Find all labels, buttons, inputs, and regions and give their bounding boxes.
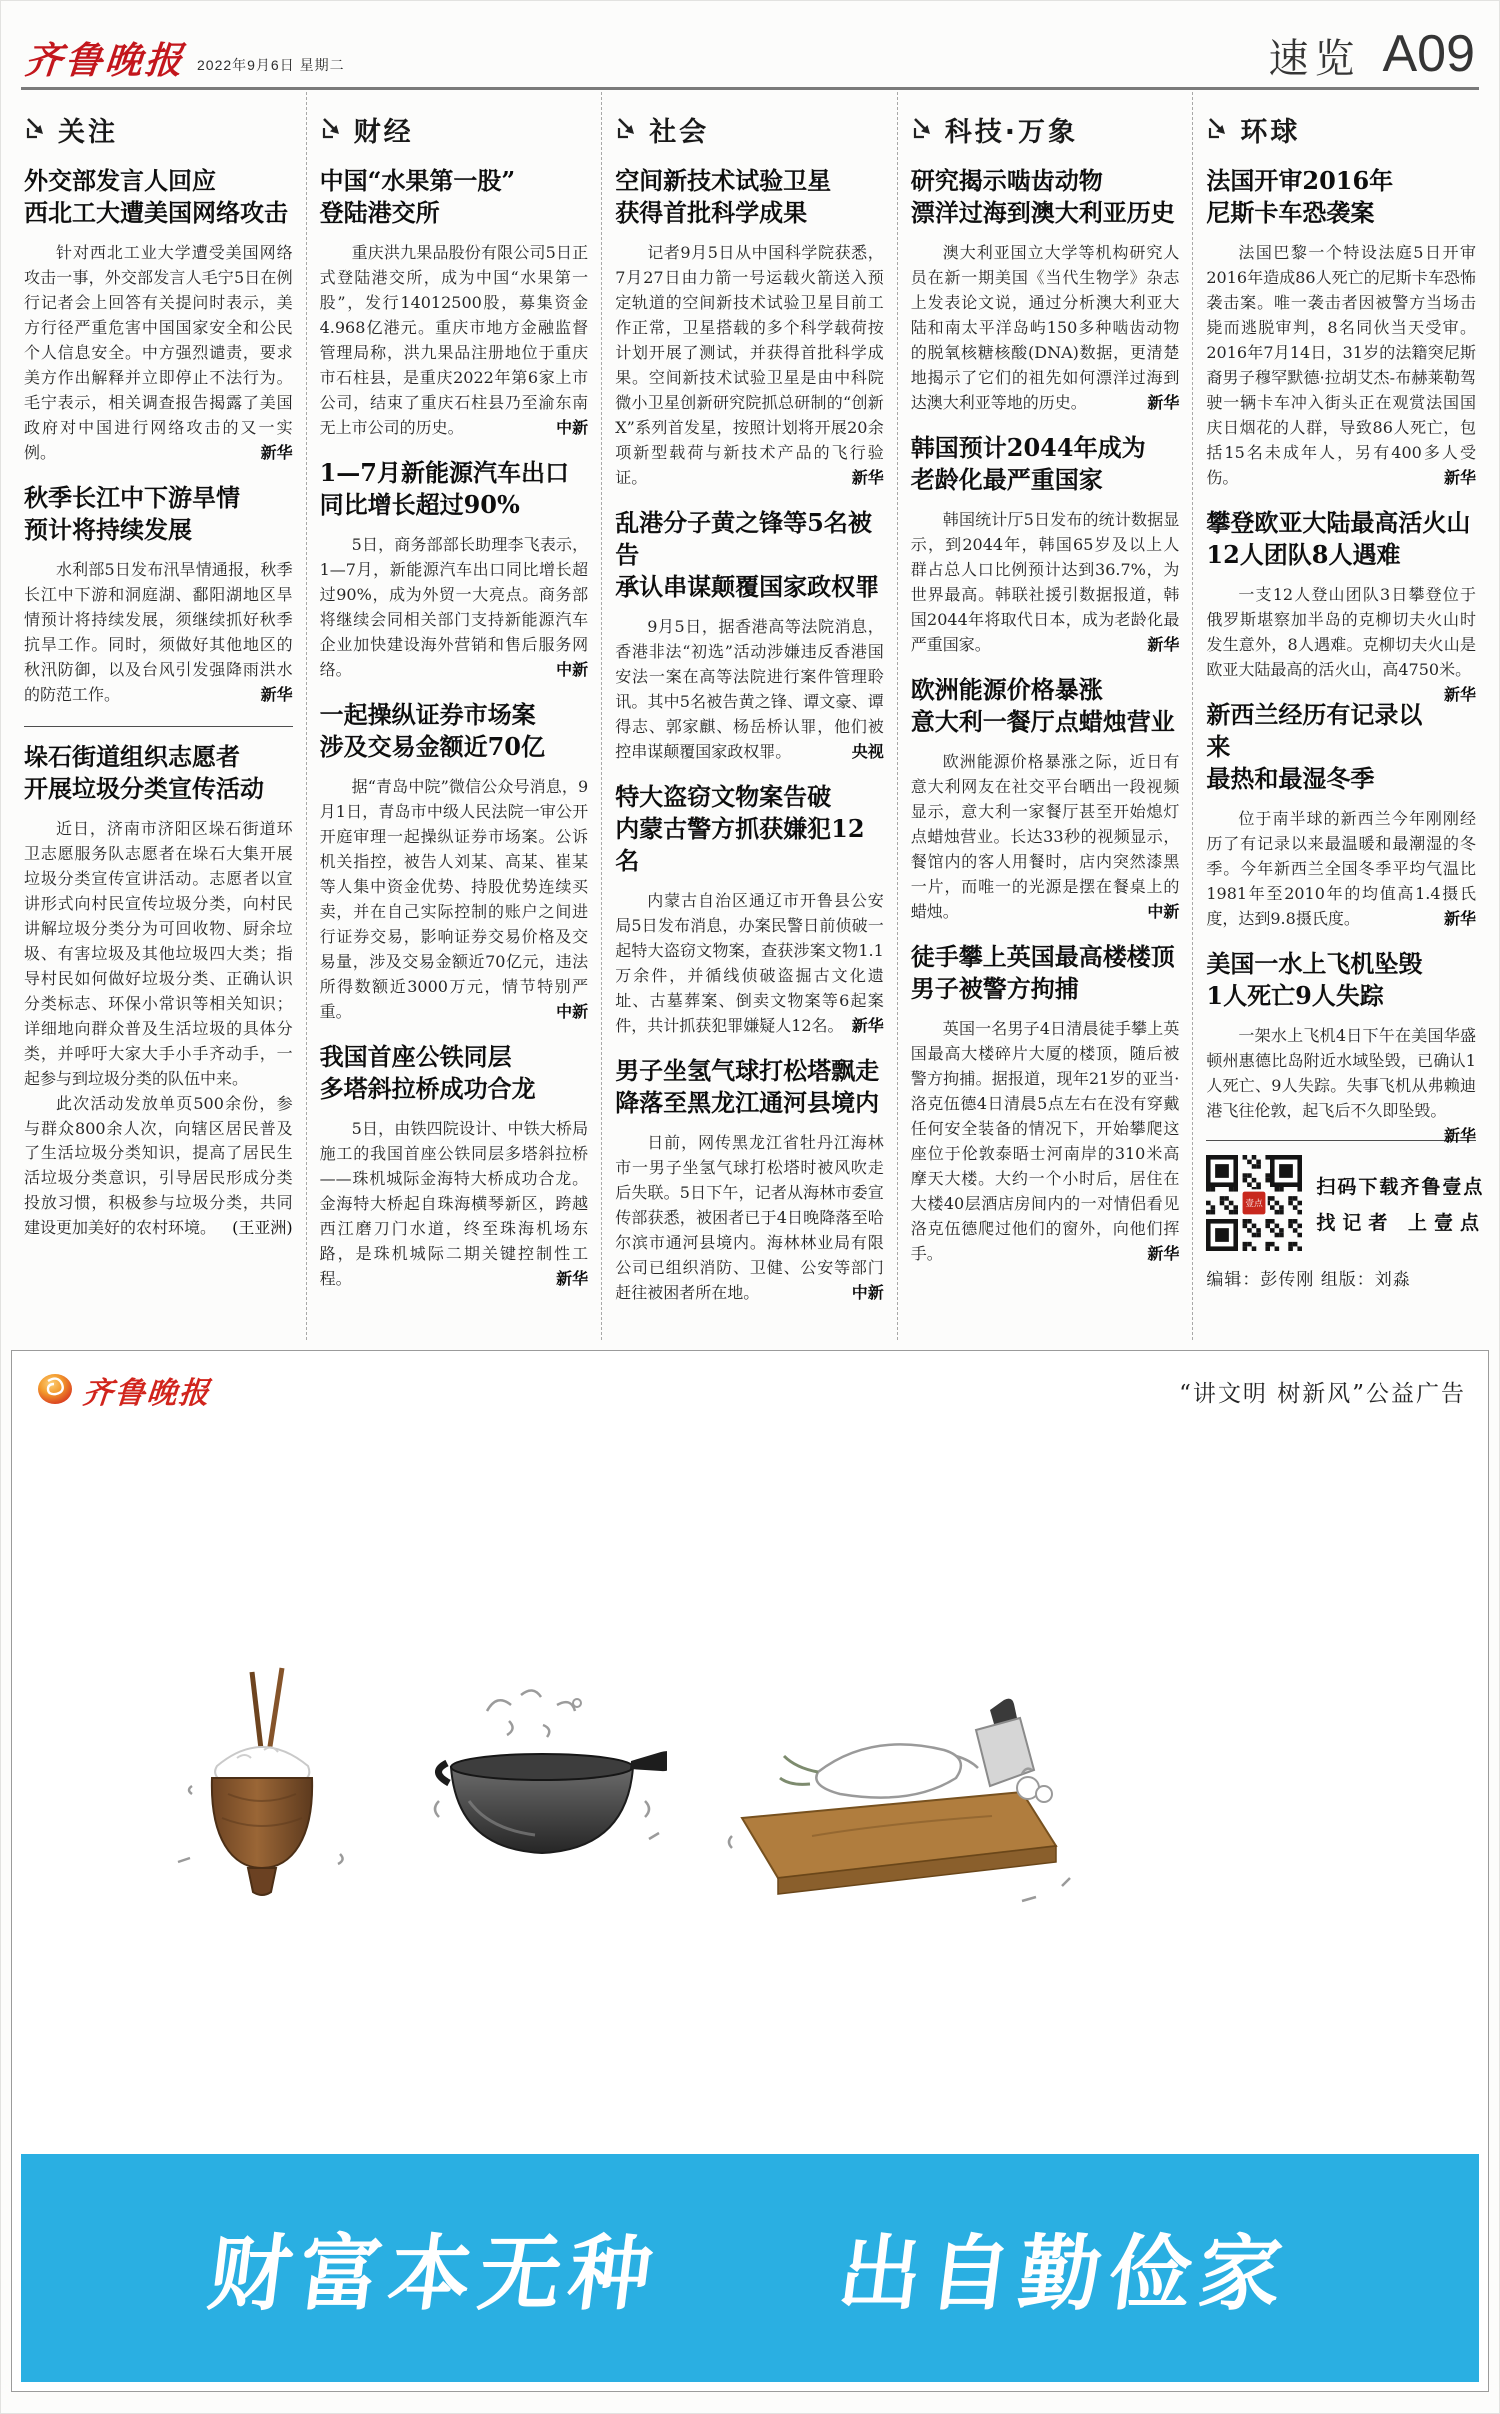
article-paragraph: 此次活动发放单页500余份，参与群众800余人次，向辖区居民普及了生活垃圾分类知识，提高了居民生活垃圾分类意识，引导居民形成分类投放习惯，积极参与垃圾分类，共同建设更加美好的农村环境。 (王亚洲)	[24, 1092, 293, 1242]
headline-line: 登陆港交所	[319, 197, 440, 227]
headline-line: 同比增长超过90%	[319, 489, 520, 519]
article-paragraph: 澳大利亚国立大学等机构研究人员在新一期美国《当代生物学》杂志上发表论文说，通过分析澳大利亚大陆和南太平洋岛屿150多种啮齿动物的脱氧核糖核酸(DNA)数据，更清楚地揭示了它们的祖先如何漂洋过海到达澳大利亚等地的历史。 新华	[911, 241, 1180, 416]
headline-line: 垛石街道组织志愿者	[24, 741, 240, 771]
masthead	[23, 37, 345, 82]
page-header	[1, 1, 1499, 87]
news-article	[911, 674, 1180, 925]
headline-line: 徒手攀上英国最高楼楼顶	[910, 941, 1175, 971]
section-label: 速览	[1268, 36, 1361, 81]
source-tag: 中新	[851, 1283, 884, 1303]
headline-line: 法国开审2016年	[1206, 165, 1394, 195]
headline-line: 西北工大遭美国网络攻击	[24, 197, 288, 227]
headline-line: 涉及交易金额近70亿	[319, 731, 545, 761]
psa-banner	[21, 2154, 1479, 2382]
headline-line: 乱港分子黄之锋等5名被告	[615, 507, 872, 569]
news-article	[24, 165, 293, 466]
article-headline	[615, 165, 884, 229]
news-article	[24, 482, 293, 708]
headline-line: 美国一水上飞机坠毁	[1206, 949, 1423, 979]
qilu-evening-news-logo: 齐鲁晚报	[23, 37, 187, 82]
article-headline	[1206, 699, 1476, 795]
editors-credit: 编辑：彭传刚 组版：刘淼	[1206, 1270, 1411, 1291]
article-paragraph: 内蒙古自治区通辽市开鲁县公安局5日发布消息，办案民警日前侦破一起特大盗窃文物案，查获涉案文物1.1万余件，并循线侦破盗掘古文化遗址、古墓葬案、倒卖文物案等6起案件，共计抓获犯罪嫌疑人12名。 新华	[615, 889, 884, 1039]
source-tag: 中新	[556, 417, 589, 437]
source-tag: (王亚洲)	[232, 1218, 293, 1238]
headline-line: 男子被警方拘捕	[910, 973, 1079, 1003]
source-tag: 新华	[556, 1268, 589, 1288]
section-header-focus	[24, 110, 293, 149]
news-article	[911, 941, 1180, 1267]
source-tag: 中新	[556, 659, 589, 679]
column-footer	[1206, 1140, 1486, 1291]
article-headline	[615, 507, 884, 603]
arrow-down-right-icon	[615, 115, 640, 144]
news-article	[320, 165, 589, 441]
section-finance	[307, 92, 603, 1340]
page-number: A09	[1382, 25, 1475, 83]
news-article	[1206, 507, 1476, 704]
ad-brand	[34, 1367, 211, 1413]
arrow-down-right-icon	[1206, 115, 1231, 144]
headline-line: 特大盗窃文物案告破	[615, 781, 832, 811]
source-tag: 新华	[1443, 1126, 1476, 1146]
headline-line: 外交部发言人回应	[24, 165, 216, 195]
arrow-down-right-icon	[320, 115, 345, 144]
section-title: 环球	[1240, 116, 1301, 148]
source-tag: 新华	[1147, 1243, 1180, 1263]
headline-line: 空间新技术试验卫星	[615, 165, 832, 195]
source-tag: 新华	[1443, 467, 1476, 487]
headline-line: 一起操纵证券市场案	[319, 699, 536, 729]
page-header-right	[1268, 25, 1475, 83]
headline-line: 漂洋过海到澳大利亚历史	[910, 197, 1175, 227]
source-tag: 新华	[851, 1016, 884, 1036]
article-paragraph: 近日，济南市济阳区垛石街道环卫志愿服务队志愿者在垛石大集开展垃圾分类宣传宣讲活动。志愿者以宣讲形式向村民宣传垃圾分类，向村民讲解垃圾分类分为可回收物、厨余垃圾、有害垃圾及其他垃圾四大类；指导村民如何做好垃圾分类、正确认识分类标志、环保小常识等相关知识；详细地向群众普及生活垃圾的具体分类，并呼吁大家大手小手齐动手，一起参与到垃圾分类的队伍中来。	[24, 819, 293, 1088]
headline-line: 12人团队8人遇难	[1206, 539, 1401, 569]
article-headline	[24, 741, 293, 805]
headline-line: 中国“水果第一股”	[319, 165, 516, 195]
section-header-world	[1206, 110, 1476, 149]
headline-line: 1—7月新能源汽车出口	[319, 457, 569, 487]
news-article	[911, 165, 1180, 416]
article-paragraph: 一支12人登山团队3日攀登位于俄罗斯堪察加半岛的克柳切夫火山时发生意外，8人遇难。克柳切夫火山是欧亚大陆最高的活火山，高4750米。 新华	[1206, 583, 1476, 683]
source-tag: 中新	[1147, 901, 1180, 921]
arrow-down-right-icon	[24, 115, 49, 144]
article-paragraph: 韩国统计厅5日发布的统计数据显示，到2044年，韩国65岁及以上人群占总人口比例预计达到36.7%，为世界最高。韩联社援引数据报道，韩国2044年将取代日本，成为老龄化最严重国家。 新华	[911, 508, 1180, 658]
article-paragraph: 欧洲能源价格暴涨之际，近日有意大利网友在社交平台晒出一段视频显示，意大利一家餐厅甚至开始熄灯点蜡烛营业。长达33秒的视频显示，餐馆内的客人用餐时，店内突然漆黑一片，而唯一的光源是摆在餐桌上的蜡烛。 中新	[911, 750, 1180, 925]
article-paragraph: 针对西北工业大学遭受美国网络攻击一事，外交部发言人毛宁5日在例行记者会上回答有关提问时表示，美方行径严重危害中国国家安全和公民个人信息安全。中方强烈谴责，要求美方作出解释并立即停止不法行为。毛宁表示，相关调查报告揭露了美国政府对中国进行网络攻击的又一实例。 新华	[24, 241, 293, 466]
headline-line: 获得首批科学成果	[615, 197, 808, 227]
article-headline	[1206, 165, 1476, 229]
news-article	[1206, 165, 1476, 491]
article-paragraph: 据“青岛中院”微信公众号消息，9月1日，青岛市中级人民法院一审公开开庭审理一起操纵证券市场案。公诉机关指控，被告人刘某、高某、崔某等人集中资金优势、持股优势连续买卖，并在自己实际控制的账户之间进行证券交易，影响证券交易价格及交易量，涉及交易金额近70亿元，违法所得数额近3000万元，情节特别严重。 中新	[320, 775, 589, 1025]
article-paragraph: 日前，网传黑龙江省牡丹江海林市一男子坐氢气球打松塔时被风吹走后失联。5日下午，记者从海林市委宣传部获悉，被困者已于4日晚降落至哈尔滨市通河县境内。海林林业局有限公司已组织消防、卫健、公安等部门赶往被困者所在地。 中新	[615, 1131, 884, 1306]
rice-bowl-illustration	[162, 1666, 362, 1915]
arrow-down-right-icon	[911, 115, 936, 144]
source-tag: 新华	[1443, 684, 1476, 704]
header-rule	[21, 87, 1479, 90]
source-tag: 新华	[851, 467, 884, 487]
headline-line: 秋季长江中下游旱情	[24, 482, 240, 512]
news-article	[24, 741, 293, 1242]
news-columns	[11, 92, 1489, 1340]
news-article	[911, 432, 1180, 658]
section-tech	[898, 92, 1194, 1340]
news-article	[615, 781, 884, 1039]
source-tag: 新华	[260, 684, 293, 704]
source-tag: 新华	[1443, 909, 1476, 929]
source-tag: 中新	[556, 1001, 589, 1021]
article-paragraph: 5日，商务部部长助理李飞表示，1—7月，新能源汽车出口同比增长超过90%，成为外贸一大亮点。商务部将继续会同相关部门支持新能源汽车企业加快建设海外营销和售后服务网络。 中新	[320, 533, 589, 683]
article-headline	[320, 457, 589, 521]
article-paragraph: 记者9月5日从中国科学院获悉，7月27日由力箭一号运载火箭送入预定轨道的空间新技术试验卫星目前工作正常，卫星搭载的多个科学载荷按计划开展了测试，并获得首批科学成果。空间新技术试验卫星是由中科院微小卫星创新研究院抓总研制的“创新X”系列首发星，按照计划将开展20余项新型载荷与新技术产品的飞行验证。 新华	[615, 241, 884, 491]
ad-illustrations	[162, 1666, 1072, 1915]
news-article	[1206, 948, 1476, 1146]
qr-row	[1206, 1155, 1486, 1251]
wok-illustration	[417, 1681, 667, 1915]
news-article	[615, 1055, 884, 1306]
news-article	[320, 699, 589, 1025]
news-article	[615, 507, 884, 765]
qr-caption	[1316, 1172, 1486, 1235]
headline-line: 研究揭示啮齿动物	[910, 165, 1103, 195]
headline-line: 意大利一餐厅点蜡烛营业	[910, 707, 1175, 736]
article-paragraph: 9月5日，据香港高等法院消息，香港非法“初选”活动涉嫌违反香港国安法一案在高等法院进行案件管理聆讯。其中5名被告黄之锋、谭文豪、谭得志、郭家麒、杨岳桥认罪，他们被控串谋颠覆国家政权罪。 央视	[615, 615, 884, 765]
psa-slogan: 财富本无种 出自勤俭家	[203, 2226, 1296, 2323]
section-header-tech	[911, 110, 1180, 149]
article-headline	[615, 781, 884, 877]
ad-brand-text: 齐鲁晚报	[81, 1375, 213, 1411]
article-headline	[1206, 507, 1476, 571]
article-paragraph: 一架水上飞机4日下午在美国华盛顿州惠德比岛附近水域坠毁，已确认1人死亡、9人失踪。失事飞机从弗赖迪港飞往伦敦，起飞后不久即坠毁。 新华	[1206, 1024, 1476, 1124]
headline-line: 多塔斜拉桥成功合龙	[319, 1073, 536, 1103]
article-paragraph: 位于南半球的新西兰今年刚刚经历了有记录以来最温暖和最潮湿的冬季。今年新西兰全国冬季平均气温比1981年至2010年的均值高1.4摄氏度，达到9.8摄氏度。 新华	[1206, 807, 1476, 932]
headline-line: 降落至黑龙江通河县境内	[615, 1088, 880, 1118]
headline-line: 1人死亡9人失踪	[1206, 981, 1384, 1011]
source-tag: 新华	[1147, 634, 1180, 654]
source-tag: 新华	[1147, 392, 1180, 412]
news-article	[1206, 699, 1476, 932]
psa-label: “讲文明 树新风”公益广告	[1179, 1380, 1466, 1407]
qr-caption-line2: 找记者 上壹点	[1316, 1211, 1486, 1234]
qr-code	[1206, 1155, 1302, 1251]
column-divider	[24, 726, 293, 727]
article-paragraph: 法国巴黎一个特设法庭5日开审2016年造成86人死亡的尼斯卡车恐怖袭击案。唯一袭击者因被警方当场击毙而逃脱审判，8名同伙当天受审。2016年7月14日，31岁的法籍突尼斯裔男子穆罕默德·拉胡艾杰-布赫莱勒驾驶一辆卡车冲入街头正在观赏法国国庆日烟花的人群，导致86人死亡，包括15名未成年人，另有400多人受伤。 新华	[1206, 241, 1476, 491]
headline-line: 最热和最湿冬季	[1206, 764, 1375, 794]
article-headline	[24, 482, 293, 546]
article-headline	[320, 699, 589, 763]
headline-line: 我国首座公铁同层	[319, 1041, 512, 1071]
section-title: 科技·万象	[944, 116, 1079, 148]
section-header-society	[615, 110, 884, 149]
article-headline	[320, 165, 589, 229]
section-world	[1193, 92, 1489, 1340]
section-title: 社会	[649, 116, 710, 148]
article-paragraph: 5日，由铁四院设计、中铁大桥局施工的我国首座公铁同层多塔斜拉桥——珠机城际金海特大桥成功合龙。金海特大桥起自珠海横琴新区，跨越西江磨刀门水道，终至珠海机场东路，是珠机城际二期关键控制性工程。 新华	[320, 1117, 589, 1292]
headline-line: 韩国预计2044年成为	[910, 432, 1146, 462]
headline-line: 老龄化最严重国家	[910, 464, 1103, 494]
headline-line: 新西兰经历有记录以来	[1206, 699, 1423, 761]
headline-line: 男子坐氢气球打松塔飘走	[615, 1056, 880, 1086]
source-tag: 央视	[851, 741, 884, 761]
article-paragraph: 水利部5日发布汛旱情通报，秋季长江中下游和洞庭湖、鄱阳湖地区旱情预计将持续发展，须继续抓好秋季抗旱工作。同时，须做好其他地区的秋汛防御，以及台风引发强降雨洪水的防范工作。 新华	[24, 558, 293, 708]
article-headline	[911, 674, 1180, 738]
svg-text:壹点: 壹点	[1245, 1199, 1264, 1210]
section-society	[602, 92, 898, 1340]
news-article	[320, 1041, 589, 1292]
article-headline	[320, 1041, 589, 1105]
article-headline	[911, 432, 1180, 496]
ad-header	[12, 1351, 1488, 1413]
section-focus	[11, 92, 307, 1340]
news-article	[320, 457, 589, 683]
headline-line: 承认串谋颠覆国家政权罪	[615, 571, 880, 601]
headline-line: 预计将持续发展	[24, 514, 192, 544]
headline-line: 内蒙古警方抓获嫌犯12名	[615, 814, 865, 876]
section-title: 关注	[58, 116, 118, 148]
source-tag: 新华	[260, 442, 293, 462]
section-title: 财经	[353, 116, 414, 148]
cutting-board-illustration	[722, 1696, 1072, 1915]
qr-caption-line1: 扫码下载齐鲁壹点	[1316, 1175, 1485, 1198]
headline-line: 尼斯卡车恐袭案	[1206, 197, 1375, 227]
news-article	[615, 165, 884, 491]
article-headline	[24, 165, 293, 229]
headline-line: 开展垃圾分类宣传活动	[24, 773, 264, 803]
qilu-egg-logo-icon	[34, 1367, 76, 1413]
psa-ad-box	[11, 1350, 1489, 2392]
article-headline	[911, 165, 1180, 229]
issue-date: 2022年9月6日 星期二	[197, 56, 345, 73]
headline-line: 欧洲能源价格暴涨	[910, 674, 1103, 704]
article-headline	[615, 1055, 884, 1119]
article-paragraph: 英国一名男子4日清晨徒手攀上英国最高大楼碎片大厦的楼顶，随后被警方拘捕。据报道，现年21岁的亚当·洛克伍德4日清晨5点左右在没有穿戴任何安全装备的情况下，开始攀爬这座位于伦敦泰晤士河南岸的310米高摩天大楼。大约一个小时后，居住在大楼40层酒店房间内的一对情侣看见洛克伍德爬过他们的窗外，向他们挥手。 新华	[911, 1017, 1180, 1267]
headline-line: 攀登欧亚大陆最高活火山	[1206, 507, 1471, 537]
article-paragraph: 重庆洪九果品股份有限公司5日正式登陆港交所，成为中国“水果第一股”，发行14012500股，募集资金4.968亿港元。重庆市地方金融监督管理局称，洪九果品注册地位于重庆市石柱县，是重庆2022年第6家上市公司，结束了重庆石柱县乃至渝东南无上市公司的历史。 中新	[320, 241, 589, 441]
section-header-finance	[320, 110, 589, 149]
article-headline	[911, 941, 1180, 1005]
article-headline	[1206, 948, 1476, 1012]
